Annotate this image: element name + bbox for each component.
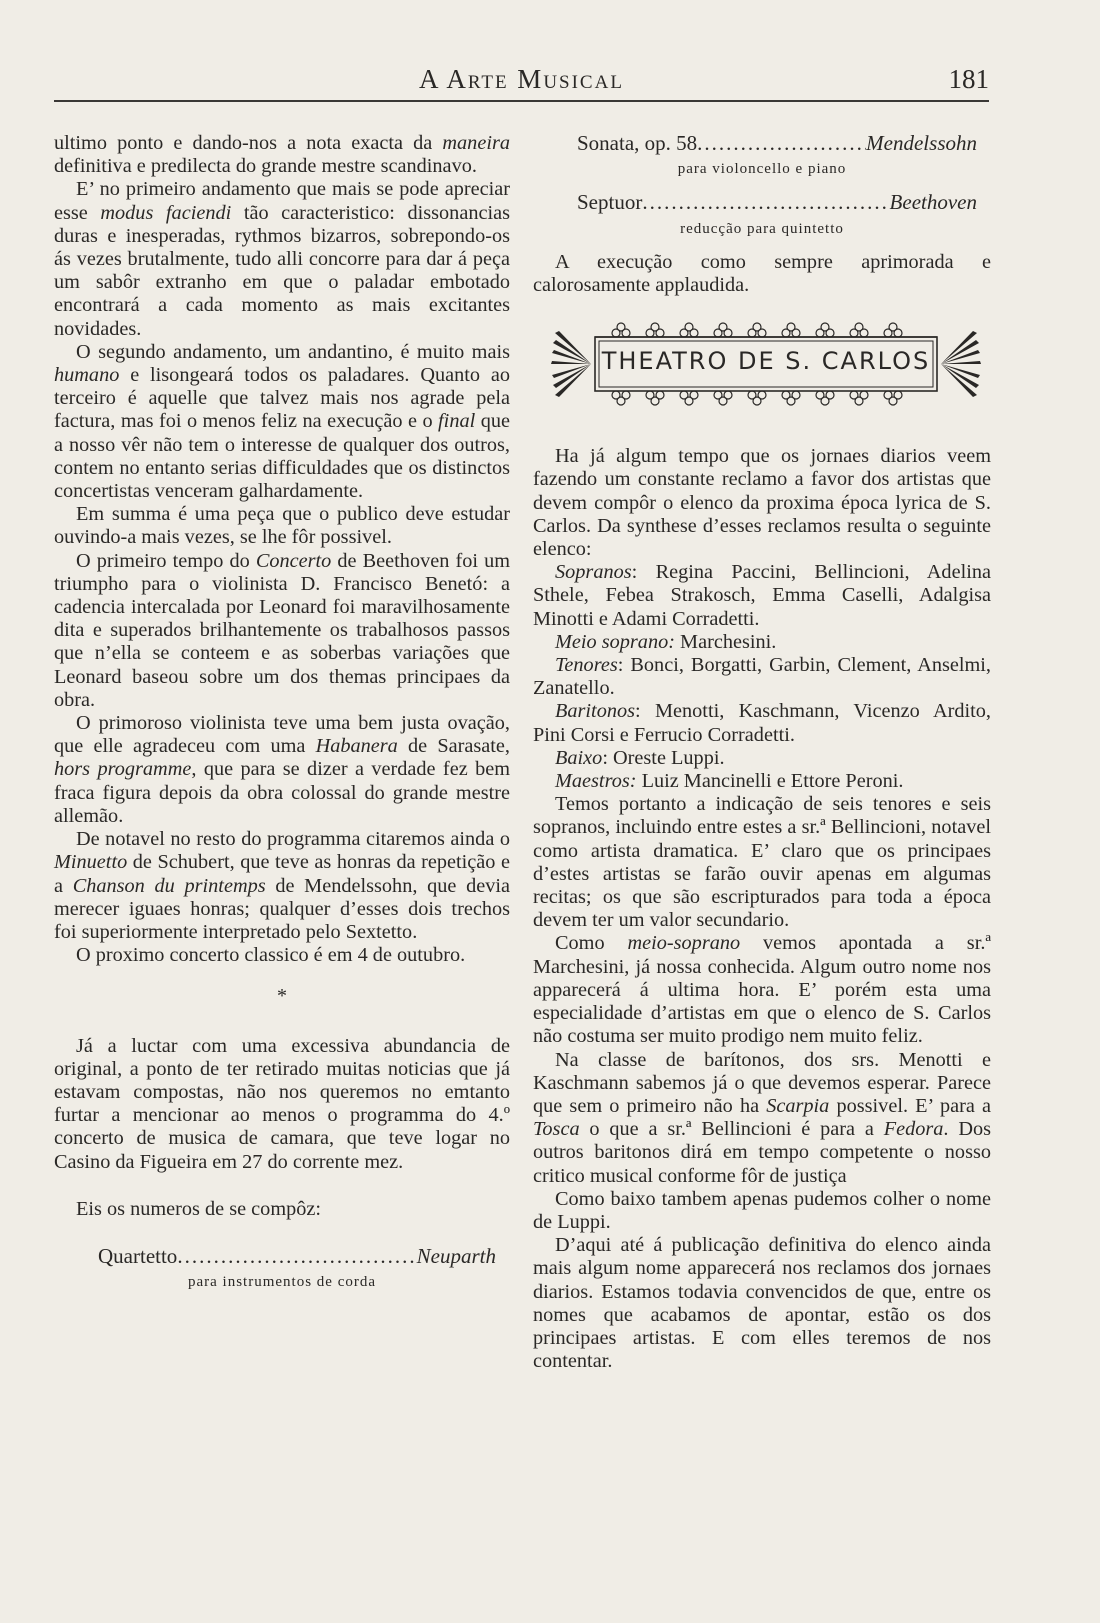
text-run: ultimo ponto e dando-nos a nota exacta da — [54, 132, 443, 154]
text-run: E’ no primeiro andamento que mais se pode apreciar esse — [54, 178, 510, 224]
program-composer: Neuparth — [416, 1243, 496, 1268]
text-run: Temos portanto a indicação de seis tenores e seis sopranos, incluindo entre estes a sr.ª Bellincioni, notavel como artista dramatica. E’ claro que os principaes d’estes artistas se farão ouvir apenas em algumas recitas; os que são escripturados para toda a época devem ter um valor secundario. — [533, 793, 991, 932]
text-run: O primoroso violinista teve uma bem justa ovação, que elle agradeceu com uma — [54, 712, 510, 758]
text-run: : Bonci, Borgatti, Garbin, Clement, Anselmi, Zanatello. — [533, 654, 991, 700]
program-intro: Eis os numeros de se compôz: — [76, 1197, 322, 1220]
italic-text: Concerto — [255, 549, 332, 572]
right-article-body — [533, 445, 991, 1373]
text-run: de Beethoven foi um triumpho para o violinista D. Francisco Benetó: a cadencia intercalada por Leonard foi maravilhosamente dita e superados brilhantemente os trabalhosos passos que n’ella se conteem e as soberbas variações que Leonard baseou sobre um dos themas principaes da obra. — [54, 549, 510, 711]
program-line — [533, 191, 991, 214]
text-run: O proximo concerto classico é em 4 de outubro. — [76, 944, 466, 967]
paragraph — [533, 1188, 991, 1234]
text-run: que a nosso vêr não tem o interesse de qualquer dos outros, contem no entanto serias difficuldades que os distinctos concertistas venceram galhardamente. — [54, 410, 510, 503]
text-run: , que para se dizer a verdade fez bem fraca figura depois da obra colossal do grande mestre allemão. — [54, 758, 511, 827]
text-run: Como baixo tambem apenas pudemos colher o nome de Luppi. — [533, 1187, 991, 1233]
text-run: de Sarasate, — [397, 735, 511, 758]
text-run: D’aqui até á publicação definitiva do elenco ainda mais algum nome apparecerá nos reclamos dos jornaes diarios. Estamos todavia convencidos de que, entre os nomes que acabamos de apontar, estão os dos principaes artistas. E com elles teremos de nos contentar. — [533, 1234, 991, 1373]
section-separator: * — [277, 985, 287, 1008]
paragraph — [533, 747, 991, 770]
paragraph — [533, 654, 991, 700]
dot-leader — [642, 191, 889, 214]
italic-text: Scarpia — [766, 1094, 830, 1117]
page-header — [54, 60, 989, 102]
camara-concert-notice — [54, 1035, 510, 1174]
right-column — [533, 132, 991, 1373]
italic-text: Tenores — [555, 654, 618, 677]
section-title-ornament — [551, 319, 981, 409]
italic-text: final — [438, 410, 476, 433]
paragraph — [533, 700, 991, 746]
text-run: tão caracteristico: dissonancias duras e inesperadas, rythmos bizarros, sobrepondo-os ás vezes brutalmente, tudo alli concorre para dar á peça um sabôr extranho em que o paladar embotado encontrará a cada momento as mais excitantes novidades. — [54, 201, 510, 340]
text-run: : Regina Paccini, Bellincioni, Adelina Sthele, Febea Strakosch, Emma Caselli, Adalgisa Minotti e Adami Corradetti. — [533, 561, 991, 630]
running-title: A Arte Musical — [419, 64, 624, 94]
text-run: De notavel no resto do programma citaremos ainda o — [76, 828, 510, 851]
program-item — [533, 132, 991, 181]
program-item — [533, 191, 991, 240]
program-piece: Sonata, op. 58 — [577, 131, 698, 155]
program-piece: Quartetto — [98, 1243, 178, 1268]
paragraph — [54, 828, 510, 944]
text-run: Ha já algum tempo que os jornaes diarios veem fazendo um constante reclamo a favor dos artistas que devem compôr o elenco da proxima época lyrica de S. Carlos. Da synthese d’esses reclamos resulta o seguinte elenco: — [533, 445, 991, 561]
paragraph — [533, 1049, 991, 1188]
paragraph — [533, 793, 991, 932]
italic-text: Meio soprano: — [555, 630, 675, 653]
text-run: Como — [555, 932, 628, 955]
text-run: . Dos outros baritonos dirá em tempo competente o nosso critico musical conforme fôr de justiça — [533, 1118, 992, 1187]
paragraph — [54, 712, 510, 828]
program-line — [533, 132, 991, 155]
italic-text: Baixo — [555, 746, 603, 769]
italic-text: hors programme — [54, 758, 192, 781]
italic-text: Sopranos — [555, 561, 632, 584]
text-run: Já a luctar com uma excessiva abundancia de original, a ponto de ter retirado muitas noticias que já estavam compostas, não nos queremos no emtanto furtar a mencionar ao menos o programma do 4.º concerto de musica de camara, que teve logar no Casino da Figueira em 27 do corrente mez. — [54, 1034, 510, 1173]
italic-text: Baritonos — [555, 700, 636, 723]
paragraph — [54, 944, 510, 967]
program-composer: Mendelssohn — [866, 131, 977, 155]
italic-text: Minuetto — [54, 851, 128, 874]
italic-text: Maestros: — [555, 770, 637, 793]
text-run: possivel. E’ para a — [829, 1094, 991, 1117]
text-run: e lisongeará todos os paladares. Quanto ao terceiro é aquelle que talvez mais nos agrade pela factura, mas foi o menos feliz na execução e o — [54, 364, 510, 433]
dot-leader — [177, 1245, 416, 1268]
paragraph — [54, 132, 510, 178]
section-title: THEATRO DE S. CARLOS — [601, 347, 931, 376]
paragraph — [533, 932, 991, 1048]
program-note: para violoncello e piano — [677, 161, 847, 178]
paragraph — [533, 631, 991, 654]
text-run: de Mendelssohn, que devia merecer iguaes honras; qualquer d’esses dois trechos foi superiormente interpretado pelo Sextetto. — [54, 874, 511, 943]
text-run: Na classe de barítonos, dos srs. Menotti e Kaschmann sabemos já o que devemos esperar. Parece que sem o primeiro não ha — [533, 1048, 991, 1117]
paragraph — [54, 550, 510, 712]
italic-text: Fedora — [883, 1118, 944, 1141]
program-composer: Beethoven — [889, 190, 977, 215]
text-run: : Oreste Luppi. — [602, 746, 725, 769]
text-run: : Menotti, Kaschmann, Vicenzo Ardito, Pini Corsi e Ferrucio Corradetti. — [533, 700, 991, 746]
paragraph — [54, 1035, 510, 1174]
dot-leader — [697, 132, 866, 155]
paragraph — [54, 503, 510, 549]
text-run: de Schubert, que teve as honras da repetição e a — [54, 851, 510, 897]
paragraph — [533, 1234, 991, 1373]
italic-text: maneira — [442, 132, 510, 154]
italic-text: Chanson du printemps — [72, 874, 266, 897]
paragraph — [533, 770, 991, 793]
paragraph — [54, 178, 510, 340]
program-item — [54, 1245, 510, 1294]
text-run: O segundo andamento, um andantino, é muito mais — [76, 340, 510, 363]
text-run: definitiva e predilecta do grande mestre scandinavo. — [54, 155, 477, 178]
text-run: O primeiro tempo do — [76, 549, 256, 572]
paragraph — [54, 341, 510, 503]
paragraph — [533, 445, 991, 561]
italic-text: humano — [54, 364, 120, 387]
italic-text: Habanera — [315, 735, 398, 758]
program-note: reducção para quintetto — [680, 220, 844, 237]
concert-program-list — [54, 1245, 510, 1294]
text-run: Marchesini. — [674, 630, 777, 653]
text-run: o que a sr.ª Bellincioni é para a — [579, 1118, 884, 1141]
program-note: para instrumentos de corda — [187, 1274, 377, 1291]
text-run: vemos apontada a sr.ª Marchesini, já nossa conhecida. Algum outro nome nos apparecerá á ultima hora. E’ porém esta uma especialidade d’artistas em que o elenco de S. Carlos não costuma ser muito prodigo nem muito feliz. — [533, 932, 991, 1048]
italic-text: meio-soprano — [627, 932, 741, 955]
left-column — [54, 132, 510, 1304]
execution-remark: A execução como sempre aprimorada e calorosamente applaudida. — [533, 250, 991, 297]
left-article-body — [54, 132, 510, 967]
text-run: Luiz Mancinelli e Ettore Peroni. — [636, 770, 904, 793]
paragraph — [533, 561, 991, 631]
concert-program-list-continued — [533, 132, 991, 241]
text-run: Em summa é uma peça que o publico deve estudar ouvindo-a mais vezes, se lhe fôr possivel. — [54, 503, 510, 549]
program-piece: Septuor — [577, 190, 643, 215]
italic-text: modus faciendi — [100, 201, 232, 224]
italic-text: Tosca — [533, 1118, 580, 1141]
program-line — [54, 1245, 510, 1268]
page-number: 181 — [948, 64, 989, 94]
